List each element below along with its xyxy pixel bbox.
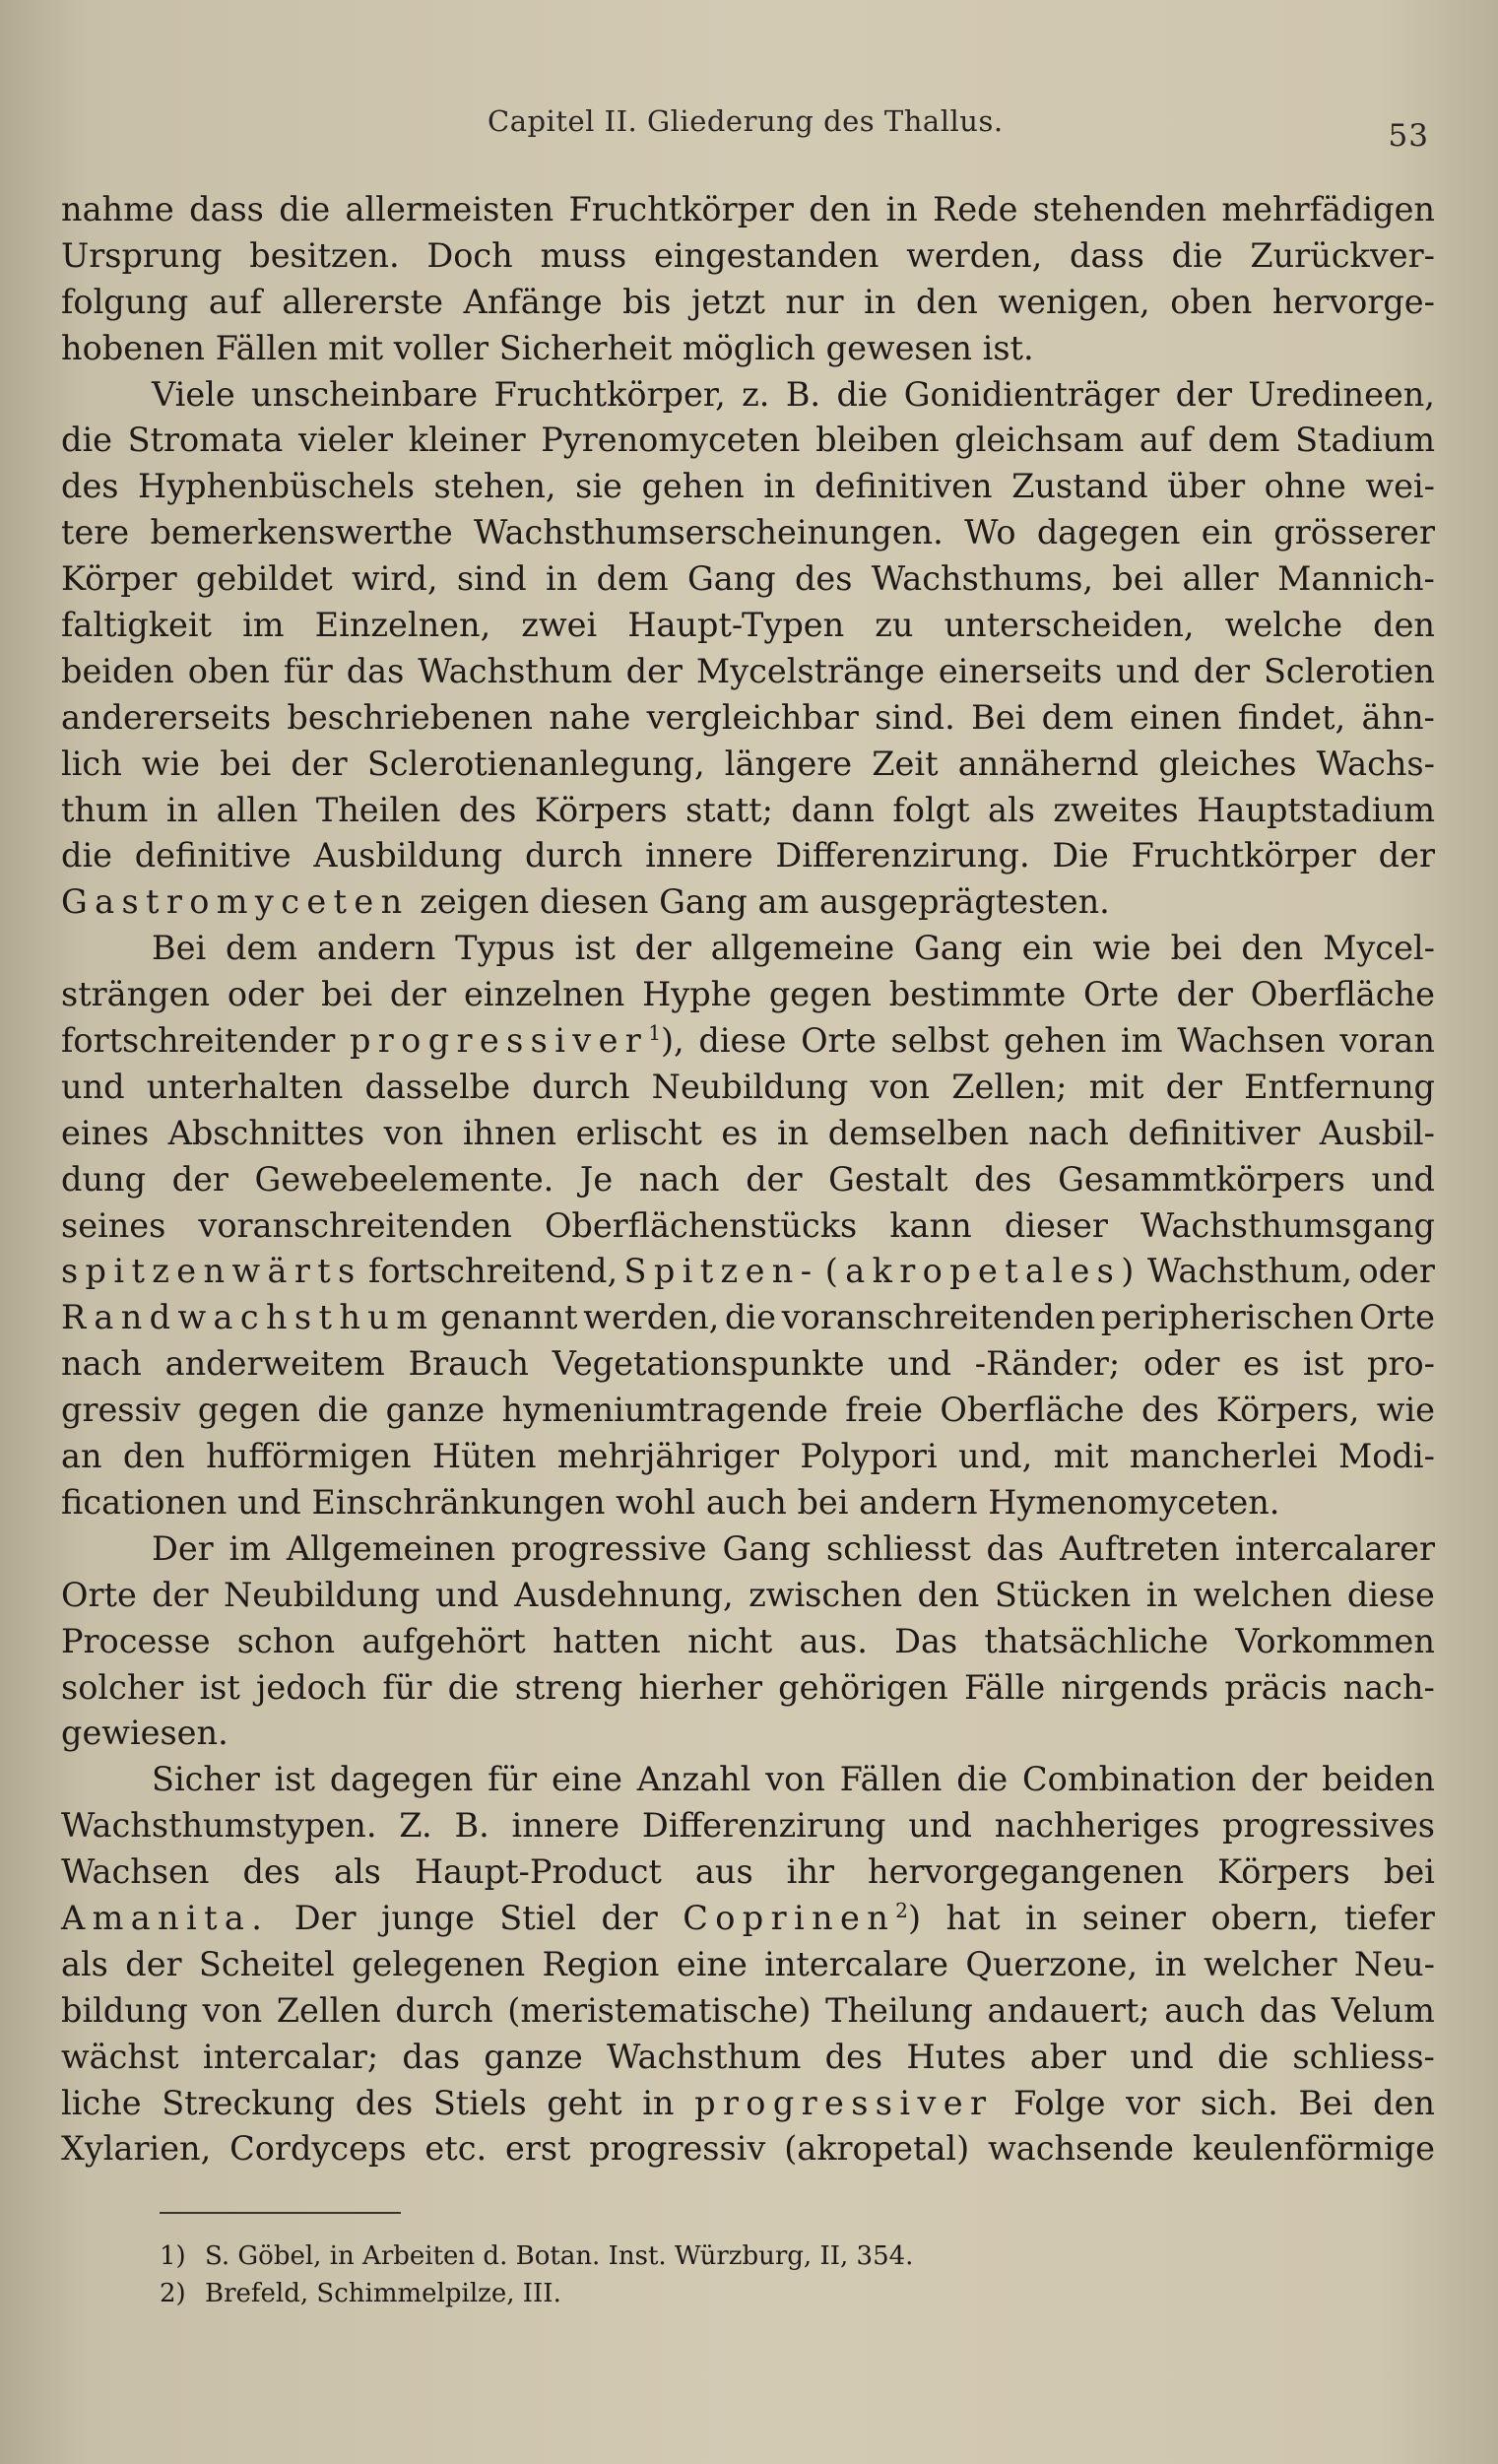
footnote-number: 2) — [160, 2279, 186, 2308]
footnotes — [160, 2237, 913, 2312]
text-line: Bei dem andern Typus ist der allgemeine Gang ein wie bei den Mycel- — [152, 929, 1435, 968]
text-line: Körper gebildet wird, sind in dem Gang des Wachsthums, bei aller Mannich- — [61, 559, 1435, 599]
text-line: gewiesen. — [61, 1714, 228, 1753]
text-line: wächst intercalar; das ganze Wachsthum des Hutes aber und die schliess- — [61, 2037, 1435, 2076]
text-line: Wachsthumstypen. Z. B. innere Differenzirung und nachheriges progressives — [61, 1806, 1435, 1846]
text-line: die Stromata vieler kleiner Pyrenomyceten bleiben gleichsam auf dem Stadium — [61, 421, 1435, 460]
text-line: die definitive Ausbildung durch innere Differenzirung. Die Fruchtkörper der — [61, 836, 1435, 875]
running-title: Capitel II. Gliederung des Thallus. — [488, 104, 1004, 138]
text-line: nahme dass die allermeisten Fruchtkörper den in Rede stehenden mehrfädigen — [61, 190, 1435, 228]
text-line: eines Abschnittes von ihnen erlischt es in demselben nach definitiver Ausbil- — [61, 1113, 1435, 1152]
text-line: Orte der Neubildung und Ausdehnung, zwischen den Stücken in welchen diese — [61, 1575, 1435, 1614]
text-line: beiden oben für das Wachsthum der Mycelstränge einerseits und der Sclerotien — [61, 651, 1435, 690]
page-header — [0, 98, 1498, 154]
text-line: und unterhalten dasselbe durch Neubildung von Zellen; mit der Entfernung — [61, 1067, 1435, 1106]
body-text — [61, 187, 1435, 2172]
text-line: spitzenwärts fortschreitend, Spitzen- (akropetales) Wachsthum, oder — [61, 1252, 1435, 1291]
text-line: hobenen Fällen mit voller Sicherheit möglich gewesen ist. — [61, 328, 1034, 367]
text-line: Gastromyceten zeigen diesen Gang am ausgeprägtesten. — [61, 882, 1110, 922]
footnote-text: Brefeld, Schimmelpilze, III. — [205, 2279, 561, 2308]
text-line: Amanita. Der junge Stiel der Coprinen$^2$) hat in seiner obern, tiefer — [61, 1898, 1435, 1937]
text-line: Viele unscheinbare Fruchtkörper, z. B. die Gonidienträger der Uredineen, — [152, 374, 1435, 414]
footnote-rule — [160, 2212, 401, 2214]
text-line: liche Streckung des Stiels geht in progressiver Folge vor sich. Bei den — [61, 2083, 1435, 2122]
text-line: Randwachsthum genannt werden, die voranschreitenden peripherischen Orte — [61, 1298, 1435, 1337]
text-line: Sicher ist dagegen für eine Anzahl von Fällen die Combination der beiden — [152, 1760, 1435, 1799]
footnote — [160, 2275, 913, 2312]
footnote — [160, 2237, 913, 2275]
text-line: Ursprung besitzen. Doch muss eingestanden werden, dass die Zurückver- — [61, 235, 1435, 275]
text-line: faltigkeit im Einzelnen, zwei Haupt-Typen zu unterscheiden, welche den — [61, 606, 1435, 645]
text-line: Xylarien, Cordyceps etc. erst progressiv (akropetal) wachsende keulenförmige — [61, 2129, 1435, 2169]
footnote-text: S. Göbel, in Arbeiten d. Botan. Inst. Würzburg, II, 354. — [205, 2241, 914, 2271]
text-line: Wachsen des als Haupt-Product aus ihr hervorgegangenen Körpers bei — [61, 1852, 1435, 1892]
text-line: nach anderweitem Brauch Vegetationspunkte und -Ränder; oder es ist pro- — [61, 1344, 1435, 1384]
text-line: fortschreitender progressiver$^1$), diese Orte selbst gehen im Wachsen voran — [61, 1020, 1435, 1061]
text-line: seines voranschreitenden Oberflächenstücks kann dieser Wachsthumsgang — [61, 1205, 1435, 1245]
text-line: an den hufförmigen Hüten mehrjähriger Polypori und, mit mancherlei Modi- — [61, 1437, 1435, 1476]
text-line: andererseits beschriebenen nahe vergleichbar sind. Bei dem einen findet, ähn- — [61, 697, 1435, 737]
text-line: als der Scheitel gelegenen Region eine intercalare Querzone, in welcher Neu- — [61, 1944, 1435, 1983]
page-number: 53 — [1388, 118, 1429, 154]
text-line: strängen oder bei der einzelnen Hyphe gegen bestimmte Orte der Oberfläche — [61, 975, 1435, 1014]
text-line: des Hyphenbüschels stehen, sie gehen in definitiven Zustand über ohne wei- — [61, 467, 1435, 506]
text-line: Processe schon aufgehört hatten nicht aus. Das thatsächliche Vorkommen — [61, 1621, 1435, 1660]
text-line: dung der Gewebeelemente. Je nach der Gestalt des Gesammtkörpers und — [61, 1159, 1435, 1199]
text-line: lich wie bei der Sclerotienanlegung, längere Zeit annähernd gleiches Wachs- — [61, 744, 1435, 783]
text-line: solcher ist jedoch für die streng hierher gehörigen Fälle nirgends präcis nach- — [61, 1667, 1435, 1707]
text-line: tere bemerkenswerthe Wachsthumserscheinungen. Wo dagegen ein grösserer — [61, 513, 1435, 552]
text-line: thum in allen Theilen des Körpers statt; dann folgt als zweites Hauptstadium — [61, 790, 1435, 829]
text-line: gressiv gegen die ganze hymeniumtragende freie Oberfläche des Körpers, wie — [61, 1391, 1435, 1430]
text-line: folgung auf allererste Anfänge bis jetzt nur in den wenigen, oben hervorge- — [61, 282, 1435, 321]
footnote-number: 1) — [160, 2241, 186, 2271]
text-line: Der im Allgemeinen progressive Gang schliesst das Auftreten intercalarer — [152, 1528, 1435, 1568]
text-line: bildung von Zellen durch (meristematische) Theilung andauert; auch das Velum — [61, 1990, 1435, 2030]
text-line: ficationen und Einschränkungen wohl auch bei andern Hymenomyceten. — [61, 1482, 1280, 1522]
